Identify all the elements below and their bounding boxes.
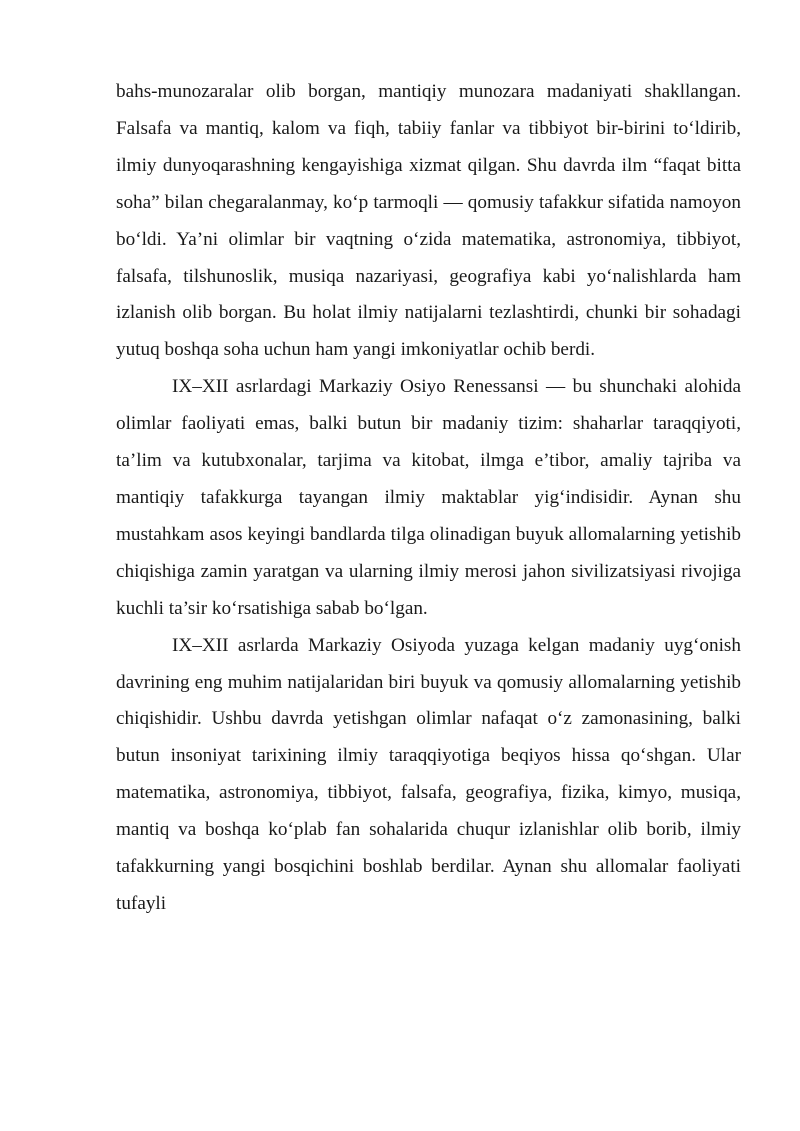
paragraph-1: bahs-munozaralar olib borgan, mantiqiy munozara madaniyati shakllangan. Falsafa va mantiq, kalom va fiqh, tabiiy fanlar va tibbiyot bir-birini to‘ldirib, ilmiy dunyoqarashning kengayishiga xizmat qilgan. Shu davrda ilm “faqat bitta soha” bilan chegaralanmay, ko‘p tarmoqli — qomusiy tafakkur sifatida namoyon bo‘ldi. Ya’ni olimlar bir vaqtning o‘zida matematika, astronomiya, tibbiyot, falsafa, tilshunoslik, musiqa nazariyasi, geografiya kabi yo‘nalishlarda ham izlanish olib borgan. Bu holat ilmiy natijalarni tezlashtirdi, chunki bir sohadagi yutuq boshqa soha uchun ham yangi imkoniyatlar ochib berdi.: [116, 81, 741, 361]
paragraph-3: IX–XII asrlarda Markaziy Osiyoda yuzaga kelgan madaniy uyg‘onish davrining eng muhim natijalaridan biri buyuk va qomusiy allomalarning yetishib chiqishidir. Ushbu davrda yetishgan olimlar nafaqat o‘z zamonasining, balki butun insoniyat tarixining ilmiy taraqqiyotiga beqiyos hissa qo‘shgan. Ular matematika, astronomiya, tibbiyot, falsafa, geografiya, fizika, kimyo, musiqa, mantiq va boshqa ko‘plab fan sohalarida chuqur izlanishlar olib borib, ilmiy tafakkurning yangi bosqichini boshlab berdilar. Aynan shu allomalar faoliyati tufayli: [116, 634, 741, 914]
paragraph-2: IX–XII asrlardagi Markaziy Osiyo Renessansi — bu shunchaki alohida olimlar faoliyati emas, balki butun bir madaniy tizim: shaharlar taraqqiyoti, ta’lim va kutubxonalar, tarjima va kitobat, ilmga e’tibor, amaliy tajriba va mantiqiy tafakkurga tayangan ilmiy maktablar yig‘indisidir. Aynan shu mustahkam asos keyingi bandlarda tilga olinadigan buyuk allomalarning yetishib chiqishiga zamin yaratgan va ularning ilmiy merosi jahon sivilizatsiyasi rivojiga kuchli ta’sir ko‘rsatishiga sabab bo‘lgan.: [116, 376, 741, 619]
document-page: [116, 74, 741, 923]
